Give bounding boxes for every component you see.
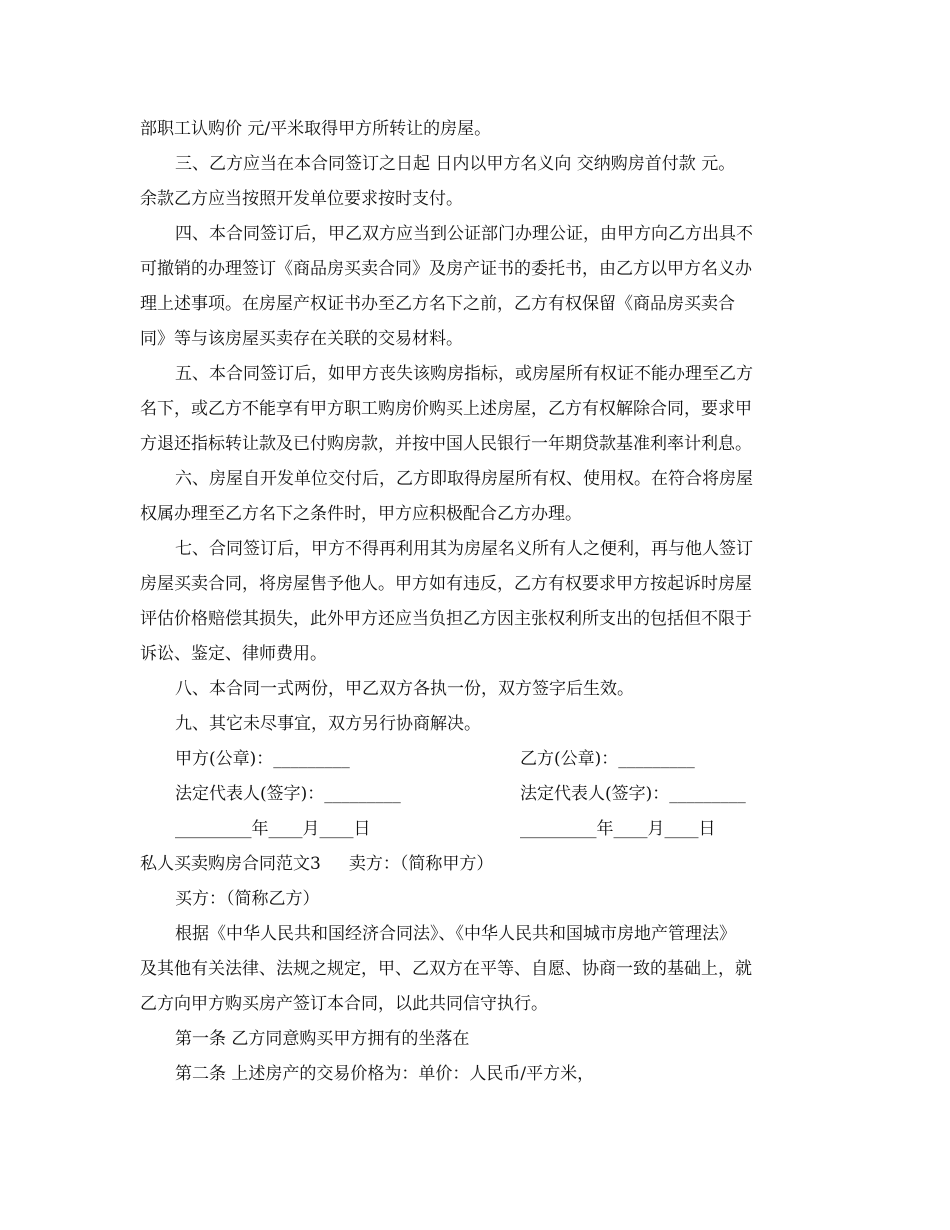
paragraph-line: 房屋买卖合同，将房屋售予他人。甲方如有违反，乙方有权要求甲方按起诉时房屋: [140, 574, 752, 594]
paragraph-line: 余款乙方应当按照开发单位要求按时支付。: [140, 189, 463, 209]
paragraph-line: 名下，或乙方不能享有甲方职工购房价购买上述房屋，乙方有权解除合同，要求甲: [140, 399, 752, 419]
clause-4: 四、本合同签订后，甲乙双方应当到公证部门办理公证，由甲方向乙方出具不: [175, 224, 753, 244]
paragraph-line: 方退还指标转让款及已付购房款，并按中国人民银行一年期贷款基准利率计利息。: [140, 434, 752, 454]
party-b-seal: 乙方(公章)：_________: [520, 749, 695, 769]
paragraph-line: 理上述事项。在房屋产权证书办至乙方名下之前，乙方有权保留《商品房买卖合: [140, 294, 735, 314]
section-heading: [140, 852, 493, 876]
paragraph-line: 诉讼、鉴定、律师费用。: [140, 644, 327, 664]
paragraph-line: 评估价格赔偿其损失，此外甲方还应当负担乙方因主张权利所支出的包括但不限于: [140, 609, 752, 629]
paragraph-line: 部职工认购价 元/平米取得甲方所转让的房屋。: [140, 119, 492, 139]
article-1: 第一条 乙方同意购买甲方拥有的坐落在: [175, 1029, 470, 1049]
paragraph-line: 同》等与该房屋买卖存在关联的交易材料。: [140, 329, 463, 349]
buyer-line: 买方：（简称乙方）: [175, 889, 320, 909]
party-a-date: _________年____月____日: [175, 819, 371, 839]
seller-line: 卖方：（简称甲方）: [348, 854, 494, 874]
paragraph-line: 权属办理至乙方名下之条件时，甲方应积极配合乙方办理。: [140, 504, 582, 524]
clause-7: 七、合同签订后，甲方不得再利用其为房屋名义所有人之便利，再与他人签订: [175, 539, 753, 559]
section-title: 私人买卖购房合同范文3: [140, 854, 321, 874]
clause-3: 三、乙方应当在本合同签订之日起 日内以甲方名义向 交纳购房首付款 元。: [175, 154, 736, 174]
paragraph-line: 可撤销的办理签订《商品房买卖合同》及房产证书的委托书，由乙方以甲方名义办: [140, 259, 752, 279]
clause-6: 六、房屋自开发单位交付后，乙方即取得房屋所有权、使用权。在符合将房屋: [175, 469, 753, 489]
clause-8: 八、本合同一式两份，甲乙双方各执一份，双方签字后生效。: [175, 679, 634, 699]
paragraph-line: 及其他有关法律、法规之规定，甲、乙双方在平等、自愿、协商一致的基础上，就: [140, 959, 752, 979]
article-2: 第二条 上述房产的交易价格为：单价：人民币/平方米，: [175, 1064, 595, 1084]
party-a-seal: 甲方(公章)：_________: [175, 749, 350, 769]
party-a-representative: 法定代表人(签字)：_________: [175, 784, 401, 804]
party-b-date: _________年____月____日: [520, 819, 716, 839]
paragraph-line: 乙方向甲方购买房产签订本合同，以此共同信守执行。: [140, 994, 548, 1014]
clause-5: 五、本合同签订后，如甲方丧失该购房指标，或房屋所有权证不能办理至乙方: [175, 364, 753, 384]
clause-9: 九、其它未尽事宜，双方另行协商解决。: [175, 714, 481, 734]
party-b-representative: 法定代表人(签字)：_________: [520, 784, 746, 804]
paragraph-line: 根据《中华人民共和国经济合同法》、《中华人民共和国城市房地产管理法》: [175, 924, 736, 944]
